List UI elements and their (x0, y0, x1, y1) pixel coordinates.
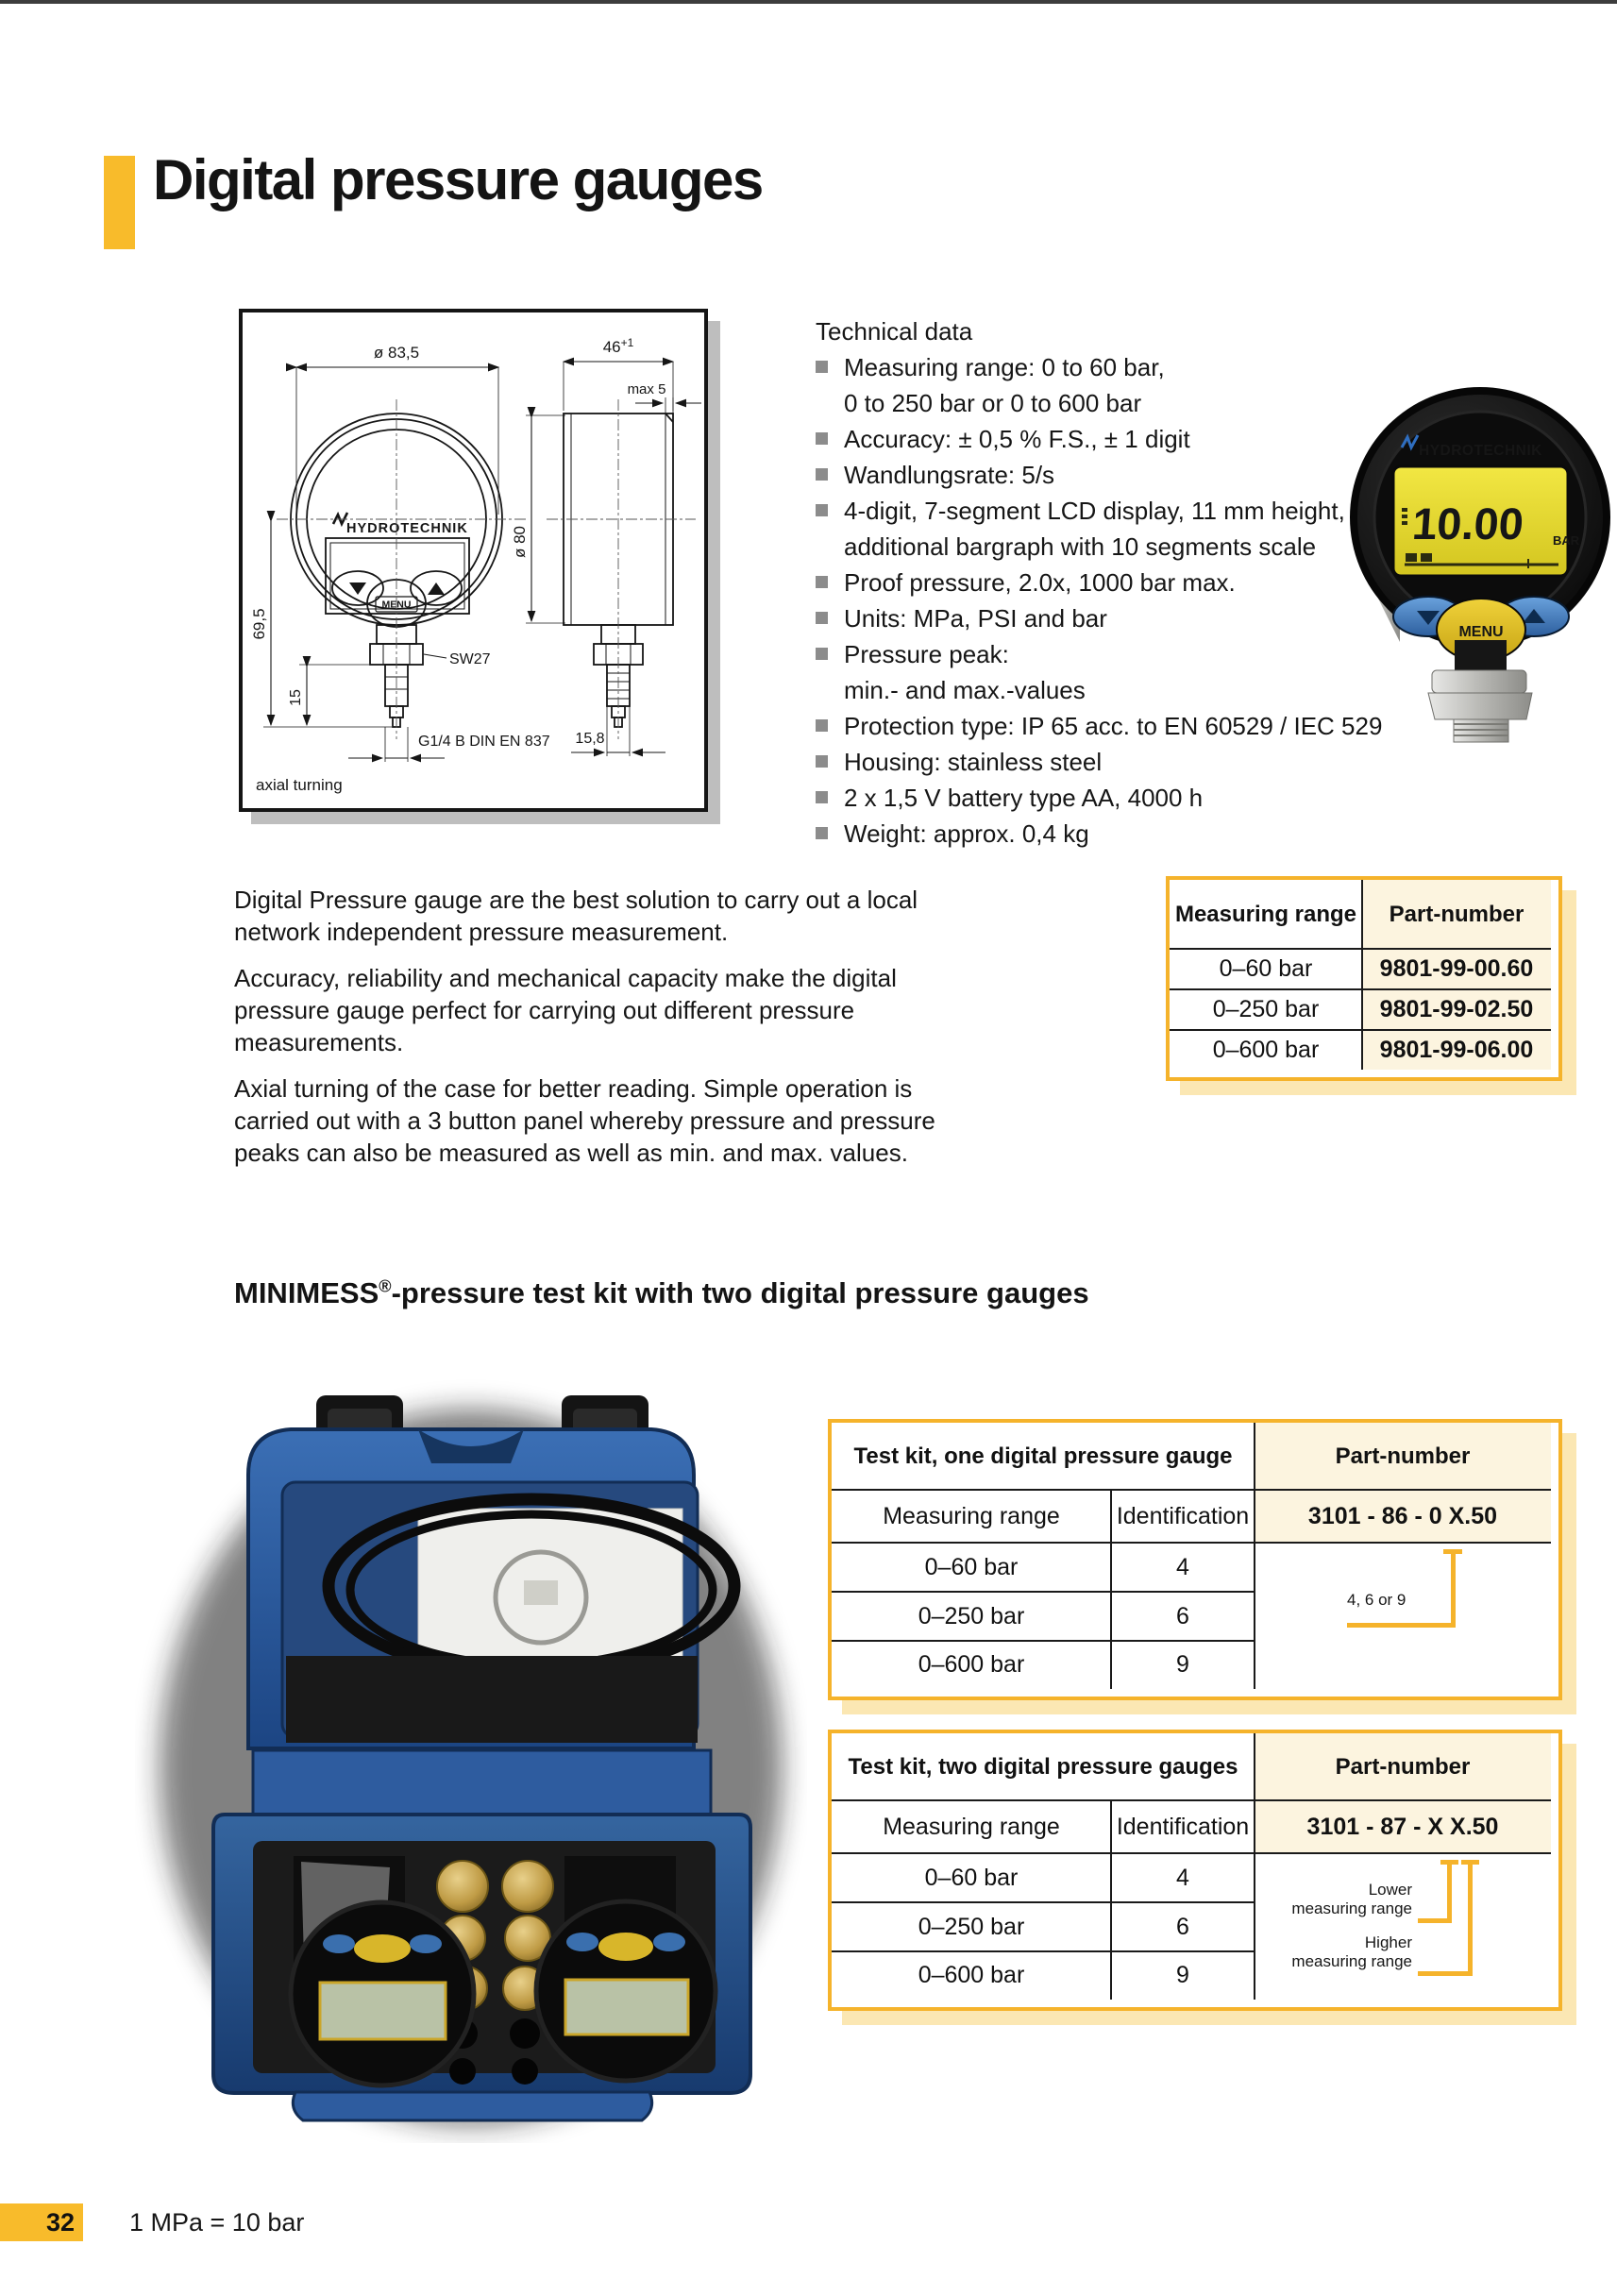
range-cell: 0–600 bar (1212, 1036, 1320, 1063)
part-cell: 9801-99-02.50 (1362, 989, 1551, 1030)
technical-drawing-panel (239, 309, 708, 812)
id-options-annotation: 4, 6 or 9 (1347, 1591, 1406, 1609)
brand-text: HYDROTECHNIK (346, 521, 468, 536)
lcd-unit: BAR (1553, 533, 1580, 548)
id-cell: 6 (1176, 1602, 1189, 1629)
range-cell: 0–60 bar (1219, 955, 1313, 982)
part-cell: 9801-99-00.60 (1362, 949, 1551, 989)
id-cell: 9 (1176, 1651, 1189, 1678)
id-cell: 4 (1176, 1864, 1189, 1891)
kit-two-title: Test kit, two digital pressure gauges (848, 1753, 1238, 1780)
column-header-range: Measuring range (883, 1813, 1060, 1840)
kit-gauge-right (536, 1901, 716, 2081)
column-header-id: Identification (1116, 1502, 1250, 1529)
manual-gauge-lcd (524, 1580, 558, 1605)
table-rule (1170, 1029, 1551, 1031)
bullet-icon (816, 468, 828, 481)
bracket-horizontal (1347, 1623, 1456, 1628)
column-header-id: Identification (1116, 1813, 1250, 1840)
part-cell: 9801-99-06.00 (1362, 1030, 1551, 1070)
intro-paragraph-1: Digital Pressure gauge are the best solution to carry out a local network independent pressure measurement. (234, 886, 918, 946)
list-item-cont: additional bargraph with 10 segments scale (844, 532, 1317, 561)
drawing-caption: axial turning (256, 776, 343, 794)
bullet-icon (816, 612, 828, 624)
list-item: Units: MPa, PSI and bar (816, 600, 1373, 636)
kit-one-table (828, 1419, 1562, 1700)
page-number-badge: 32 (0, 2203, 83, 2241)
table-divider (1110, 1800, 1112, 2000)
dim-flange-depth: max 5 (627, 381, 666, 397)
column-header-part: Part-number (1255, 1423, 1551, 1490)
registered-mark: ® (379, 1276, 392, 1296)
gauge-neck (1455, 640, 1507, 672)
case-front-lip (293, 2092, 651, 2120)
lcd-value: 10.00 (1410, 498, 1525, 549)
dim-front-diameter: ø 83,5 (373, 344, 420, 362)
list-item: Housing: stainless steel (816, 744, 1373, 780)
bracket-horizontal-lower (1418, 1918, 1452, 1923)
dim-side-diameter: ø 80 (511, 525, 529, 559)
intro-paragraphs (234, 884, 952, 1183)
part-number-table (1166, 876, 1562, 1081)
dimension-lines (263, 362, 701, 762)
list-item: 4-digit, 7-segment LCD display, 11 mm height, (816, 493, 1373, 529)
table-rule (832, 1542, 1551, 1544)
table-rule (832, 1852, 1551, 1854)
dim-lower-height: 15 (288, 689, 304, 706)
id-cell: 9 (1176, 1962, 1189, 1988)
bullet-icon (816, 755, 828, 768)
list-item: Proof pressure, 2.0x, 1000 bar max. (816, 565, 1373, 600)
id-cell: 4 (1176, 1553, 1189, 1580)
bracket-vertical-higher (1468, 1865, 1473, 1976)
table-rule (832, 1489, 1551, 1491)
section-heading: MINIMESS®-pressure test kit with two digital pressure gauges (234, 1276, 1089, 1309)
bullet-icon (816, 791, 828, 803)
top-rule (0, 0, 1617, 4)
bullet-icon (816, 504, 828, 516)
test-kit-case-photo (135, 1371, 807, 2143)
table-rule (832, 1950, 1255, 1952)
list-item: Weight: approx. 0,4 kg (816, 816, 1373, 852)
bullet-icon (816, 432, 828, 445)
column-header-range: Measuring range (883, 1502, 1060, 1529)
range-cell: 0–600 bar (918, 1651, 1025, 1678)
range-cell: 0–60 bar (924, 1864, 1019, 1891)
table-divider (1110, 1490, 1112, 1689)
range-cell: 0–250 bar (918, 1602, 1025, 1629)
range-cell: 0–600 bar (918, 1962, 1025, 1988)
gauge-product-photo (1334, 349, 1612, 744)
menu-button-label: MENU (381, 599, 412, 611)
technical-data-heading: Technical data (816, 317, 973, 346)
svg-text:HYDROTECHNIK: HYDROTECHNIK (1419, 443, 1542, 459)
range-cell: 0–250 bar (1212, 996, 1320, 1022)
bullet-icon (816, 648, 828, 660)
table-divider (1361, 880, 1363, 1070)
lower-range-annotation: Lower measuring range (1291, 1881, 1412, 1917)
case-hinge-band (253, 1750, 711, 1818)
id-cell: 6 (1176, 1913, 1189, 1940)
list-item: Accuracy: ± 0,5 % F.S., ± 1 digit (816, 421, 1373, 457)
up-arrow-button (428, 582, 445, 595)
bracket-vertical (1451, 1554, 1456, 1628)
table-rule (832, 1799, 1551, 1801)
higher-range-annotation: Higher measuring range (1291, 1933, 1412, 1970)
column-header-part: Part-number (1362, 880, 1551, 949)
technical-drawing (243, 312, 704, 808)
table-rule (1170, 988, 1551, 990)
down-arrow-button (349, 582, 366, 595)
table-divider (1254, 1423, 1255, 1689)
intro-paragraph-2: Accuracy, reliability and mechanical capacity make the digital pressure gauge perfect for carrying out different pressure measurements. (234, 964, 897, 1056)
bracket-horizontal-higher (1418, 1971, 1473, 1976)
brand-logo (333, 513, 468, 536)
kit-two-table (828, 1730, 1562, 2011)
kit-gauge-left (291, 1902, 474, 2085)
table-rule (832, 1901, 1255, 1903)
list-item: Measuring range: 0 to 60 bar, (816, 349, 1373, 385)
part-number: 3101 - 86 - 0 X.50 (1255, 1490, 1551, 1543)
technical-data-list (816, 313, 1383, 852)
list-item-cont: 0 to 250 bar or 0 to 600 bar (844, 389, 1142, 417)
table-rule (832, 1640, 1255, 1642)
lid-foam-strip (286, 1656, 698, 1743)
dim-depth: $46^{+1}$ (602, 336, 634, 356)
list-item: Wandlungsrate: 5/s (816, 457, 1373, 493)
bullet-icon (816, 827, 828, 839)
bullet-icon (816, 361, 828, 373)
fitting-hex (1428, 693, 1532, 719)
list-item: Pressure peak: (816, 636, 1373, 672)
range-cell: 0–60 bar (924, 1553, 1019, 1580)
column-header-part: Part-number (1255, 1733, 1551, 1800)
bullet-icon (816, 719, 828, 732)
range-cell: 0–250 bar (918, 1913, 1025, 1940)
menu-button-label: MENU (1458, 624, 1504, 640)
list-item: 2 x 1,5 V battery type AA, 4000 h (816, 780, 1373, 816)
list-item: Protection type: IP 65 acc. to EN 60529 / IEC 529 (816, 708, 1373, 744)
table-rule (832, 1591, 1255, 1593)
bullet-icon (816, 576, 828, 588)
title-accent-bar (104, 156, 135, 249)
column-header-range: Measuring range (1174, 901, 1357, 927)
page-title: Digital pressure gauges (153, 148, 763, 211)
fitting-collar (1432, 670, 1526, 693)
part-number: 3101 - 87 - X X.50 (1255, 1800, 1551, 1853)
dim-wrench-size: SW27 (449, 651, 491, 667)
dim-total-height: 69,5 (250, 608, 268, 640)
intro-paragraph-3: Axial turning of the case for better reading. Simple operation is carried out with a 3 button panel whereby pressure and pressure peaks can also be measured as well as min. and max. values. (234, 1074, 935, 1167)
list-item-cont: min.- and max.-values (844, 676, 1086, 704)
kit-one-title: Test kit, one digital pressure gauge (853, 1443, 1233, 1469)
dim-thread-width: 15,8 (575, 731, 605, 747)
table-rule (1170, 948, 1551, 950)
dim-thread: G1/4 B DIN EN 837 (418, 734, 550, 750)
bracket-vertical-lower (1447, 1865, 1452, 1923)
footer-note: 1 MPa = 10 bar (129, 2208, 305, 2237)
